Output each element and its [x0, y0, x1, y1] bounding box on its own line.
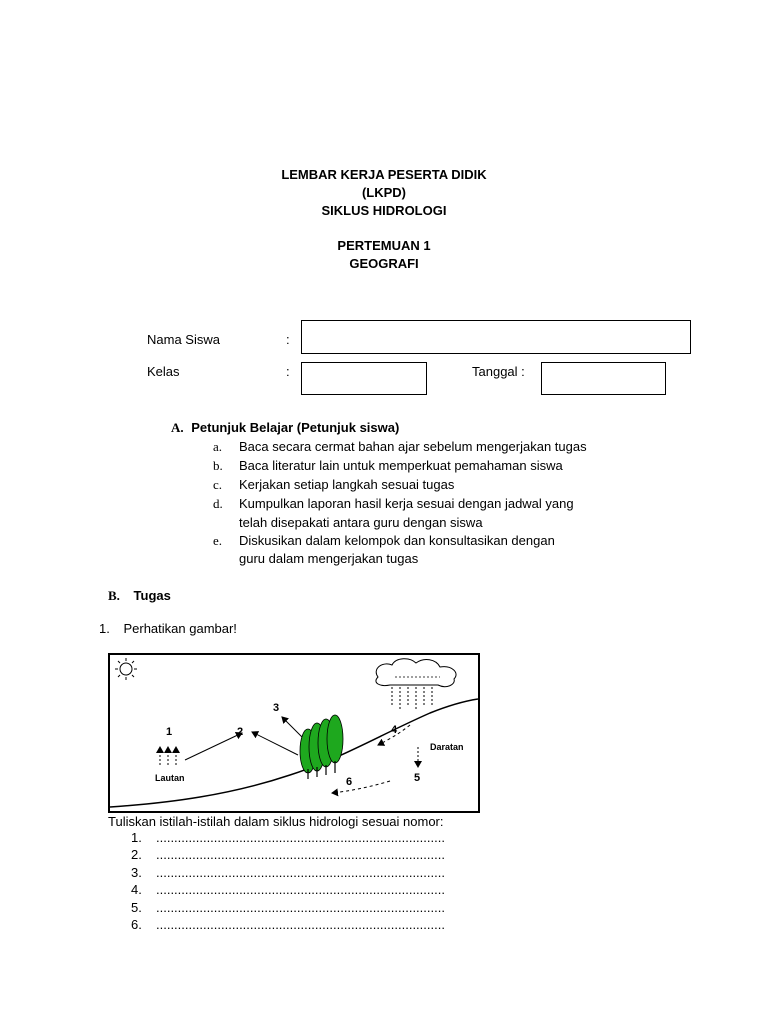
evaporation-arrows	[160, 747, 176, 765]
cloud-icon	[376, 659, 456, 687]
list-item: d. Kumpulkan laporan hasil kerja sesuai dengan jadwal yang telah disepakati antara guru dengan siswa	[213, 496, 574, 530]
section-a-heading	[171, 419, 399, 436]
label-4: 4	[391, 724, 398, 736]
nama-colon: :	[286, 332, 290, 347]
label-3: 3	[273, 702, 280, 714]
label-2: 2	[237, 726, 244, 738]
label-lautan: Lautan	[155, 773, 185, 783]
section-a-letter: A.	[171, 420, 184, 435]
list-item: b. Baca literatur lain untuk memperkuat pemahaman siswa	[213, 458, 563, 473]
list-item: c. Kerjakan setiap langkah sesuai tugas	[213, 477, 455, 492]
trees-icon	[300, 715, 343, 779]
label-daratan: Daratan	[430, 742, 464, 752]
kelas-label: Kelas	[147, 364, 180, 379]
arrow-trees-to-2	[252, 732, 298, 755]
section-b-letter: B.	[108, 588, 120, 603]
rain-icon	[392, 687, 432, 709]
label-1: 1	[166, 726, 173, 738]
arrow-to-2	[185, 733, 242, 760]
label-6: 6	[346, 776, 353, 788]
subject-line: GEOGRAFI	[349, 256, 419, 271]
kelas-colon: :	[286, 364, 290, 379]
task-text: Perhatikan gambar!	[123, 621, 237, 636]
groundwater-arrow	[332, 781, 390, 793]
meeting-line: PERTEMUAN 1	[337, 238, 431, 253]
section-b-heading	[108, 587, 171, 604]
section-b-title: Tugas	[133, 588, 171, 603]
instruction-text: Tuliskan istilah-istilah dalam siklus hidrologi sesuai nomor:	[108, 814, 444, 829]
title-line-2: (LKPD)	[361, 185, 407, 200]
nama-siswa-label: Nama Siswa	[147, 332, 220, 347]
title-line-1: LEMBAR KERJA PESERTA DIDIK	[281, 167, 487, 182]
hydrology-diagram	[110, 655, 478, 811]
list-item: e. Diskusikan dalam kelompok dan konsultasikan dengan guru dalam mengerjakan tugas	[213, 533, 555, 566]
tanggal-field[interactable]	[541, 362, 666, 395]
kelas-field[interactable]	[301, 362, 427, 395]
sun-icon	[115, 658, 137, 680]
list-item: a. Baca secara cermat bahan ajar sebelum mengerjakan tugas	[213, 439, 587, 454]
hydrology-cycle-figure	[108, 653, 480, 813]
nama-siswa-field[interactable]	[301, 320, 691, 354]
section-a-title: Petunjuk Belajar (Petunjuk siswa)	[191, 420, 400, 435]
task-item	[99, 620, 237, 637]
tanggal-label: Tanggal :	[472, 364, 525, 379]
label-5: 5	[414, 772, 421, 784]
title-line-3: SIKLUS HIDROLOGI	[321, 203, 447, 218]
task-number: 1.	[99, 621, 110, 636]
